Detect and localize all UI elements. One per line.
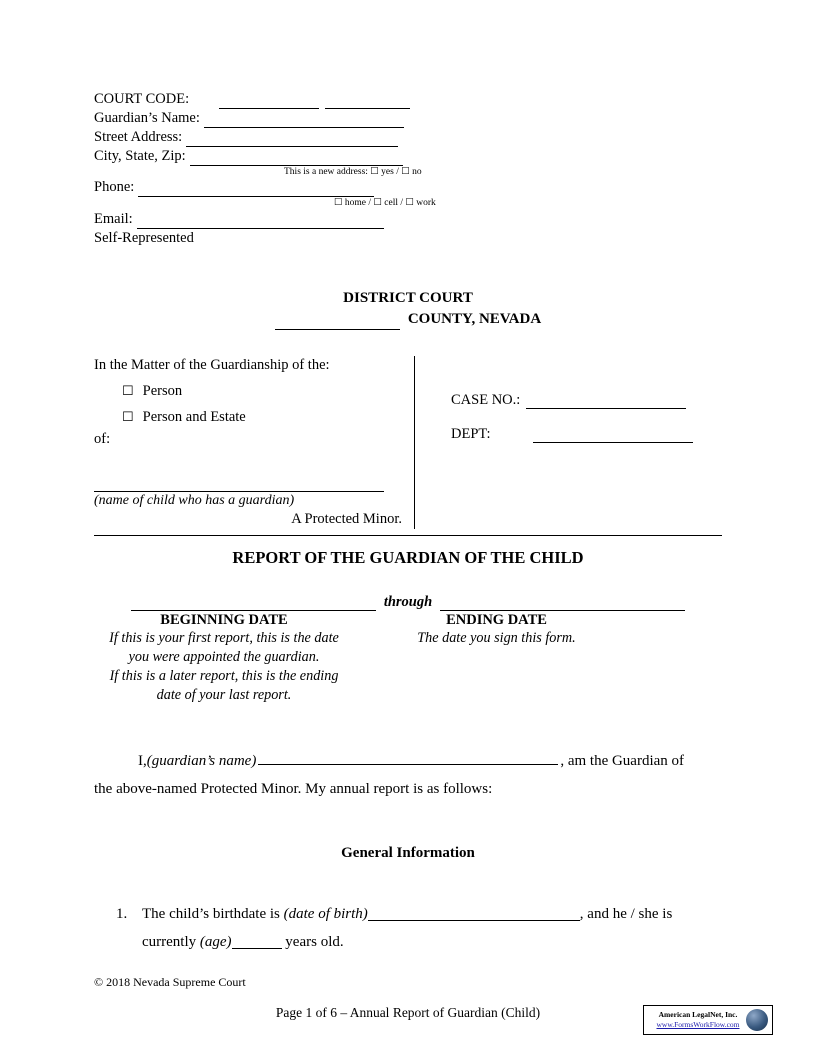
date-range-notes xyxy=(94,629,722,705)
age-text-d: years old. xyxy=(281,934,344,950)
beginning-date-blank[interactable] xyxy=(131,596,376,611)
document-content xyxy=(94,90,722,956)
annual-report-line: the above-named Protected Minor. My annual report is as follows: xyxy=(94,781,493,797)
ending-date-notes xyxy=(354,629,639,705)
city-state-zip-line xyxy=(94,147,722,166)
checkbox-person-estate-label: Person and Estate xyxy=(142,409,246,425)
beginning-note-line-3: If this is a later report, this is the ending xyxy=(109,668,339,684)
court-code-blank-2[interactable] xyxy=(325,94,410,109)
dept-blank[interactable] xyxy=(533,427,693,443)
age-text-c: currently xyxy=(142,934,200,950)
court-code-label: COURT CODE: xyxy=(94,91,190,107)
county-blank[interactable] xyxy=(275,314,400,330)
caption-block xyxy=(94,90,722,248)
guardian-name-label: Guardian’s Name: xyxy=(94,110,200,126)
of-label: of: xyxy=(94,431,111,447)
guardian-name-line xyxy=(94,109,722,128)
city-state-zip-blank[interactable] xyxy=(190,151,403,166)
beginning-note-line-1: If this is your first report, this is the date xyxy=(109,630,339,646)
checkbox-person-estate-row[interactable] xyxy=(122,407,404,427)
phone-type-note[interactable]: ☐ home / ☐ cell / ☐ work xyxy=(334,198,436,208)
guardian-name-hint: (guardian’s name) xyxy=(146,753,257,769)
caption-bottom-rule xyxy=(94,535,722,536)
list-item xyxy=(94,900,722,956)
protected-minor-label: A Protected Minor. xyxy=(291,511,402,527)
date-of-birth-blank[interactable] xyxy=(368,905,580,921)
court-code-line xyxy=(94,90,722,109)
street-address-blank[interactable] xyxy=(186,132,398,147)
email-blank[interactable] xyxy=(137,214,384,229)
phone-label: Phone: xyxy=(94,179,135,195)
beginning-date-label: BEGINNING DATE xyxy=(160,612,288,628)
logo-company-name: American LegalNet, Inc. xyxy=(658,1010,738,1019)
date-range-row xyxy=(94,594,722,611)
guardian-name-declaration-blank[interactable] xyxy=(258,749,558,765)
phone-line xyxy=(94,178,722,197)
date-of-birth-hint: (date of birth) xyxy=(283,906,368,922)
logo-website-link[interactable]: www.FormsWorkFlow.com xyxy=(656,1020,740,1029)
email-line xyxy=(94,210,722,229)
city-state-zip-label: City, State, Zip: xyxy=(94,148,186,164)
district-court-heading: DISTRICT COURT xyxy=(343,290,473,306)
case-number-row xyxy=(451,392,722,409)
beginning-note-line-2: you were appointed the guardian. xyxy=(128,649,320,665)
county-suffix-label: COUNTY, NEVADA xyxy=(407,311,542,327)
caption-table xyxy=(94,356,722,529)
caption-left-column xyxy=(94,356,414,529)
logo-text-block xyxy=(644,1010,744,1030)
case-number-blank[interactable] xyxy=(526,393,686,409)
section-heading-general-information: General Information xyxy=(341,845,475,861)
copyright-notice: © 2018 Nevada Supreme Court xyxy=(94,975,246,989)
date-range-labels xyxy=(94,612,722,629)
beginning-date-notes xyxy=(94,629,354,705)
guardian-name-blank[interactable] xyxy=(204,113,404,128)
am-the-guardian-text: , am the Guardian of xyxy=(560,753,685,769)
item-body xyxy=(142,900,722,956)
birthdate-text-b: , and he / she is xyxy=(579,906,673,922)
court-code-blank-1[interactable] xyxy=(219,94,319,109)
age-hint: (age) xyxy=(199,934,232,950)
checkbox-icon[interactable]: ☐ xyxy=(122,383,134,398)
dept-row xyxy=(451,426,722,443)
beginning-note-line-4: date of your last report. xyxy=(156,687,292,703)
birthdate-text-a: The child’s birthdate is xyxy=(142,906,284,922)
ending-date-label: ENDING DATE xyxy=(446,612,547,628)
page-footer: Page 1 of 6 – Annual Report of Guardian (Child) xyxy=(275,1005,541,1020)
case-number-label: CASE NO.: xyxy=(451,392,521,408)
dept-label: DEPT: xyxy=(451,426,491,442)
age-blank[interactable] xyxy=(232,933,282,949)
phone-blank[interactable] xyxy=(138,182,374,197)
street-address-line xyxy=(94,128,722,147)
item-number: 1. xyxy=(116,906,128,922)
i-am-text: I, xyxy=(138,753,147,769)
child-name-blank[interactable] xyxy=(94,449,384,492)
county-heading xyxy=(94,309,722,330)
checkbox-icon[interactable]: ☐ xyxy=(122,409,134,424)
matter-intro: In the Matter of the Guardianship of the: xyxy=(94,357,330,373)
street-address-label: Street Address: xyxy=(94,129,183,145)
page-title: REPORT OF THE GUARDIAN OF THE CHILD xyxy=(232,548,584,567)
ending-note-line-1: The date you sign this form. xyxy=(417,630,576,646)
caption-right-column xyxy=(415,356,722,529)
ending-date-blank[interactable] xyxy=(440,596,685,611)
checkbox-person-row[interactable] xyxy=(122,381,404,401)
child-name-hint: (name of child who has a guardian) xyxy=(94,493,295,508)
through-label: through xyxy=(383,594,433,610)
self-represented-label: Self-Represented xyxy=(94,230,194,246)
guardian-declaration-line xyxy=(94,747,722,775)
new-address-note[interactable]: This is a new address: ☐ yes / ☐ no xyxy=(284,167,422,177)
email-label: Email: xyxy=(94,211,133,227)
checkbox-person-label: Person xyxy=(142,383,183,399)
globe-icon xyxy=(746,1009,768,1031)
american-legalnet-logo[interactable] xyxy=(643,1005,773,1035)
